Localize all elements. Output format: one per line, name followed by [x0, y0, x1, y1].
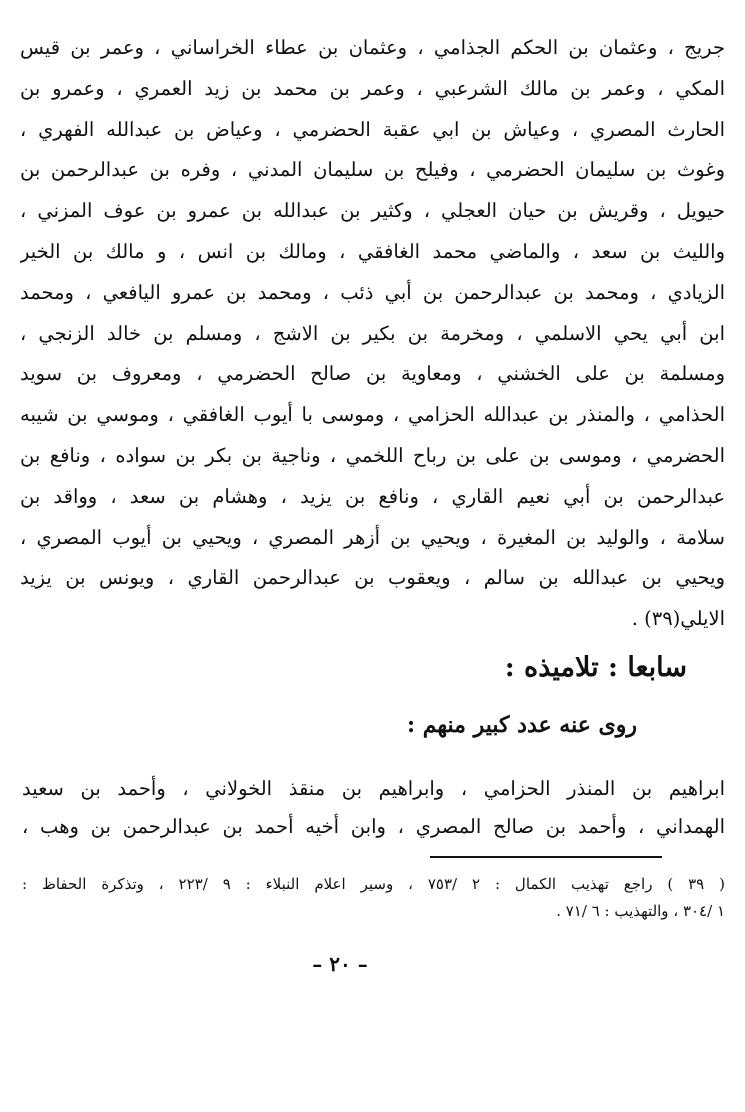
text-line: والليث بن سعد ، والماضي محمد الغافقي ، ومالك بن انس ، و مالك بن الخير	[20, 239, 725, 263]
page-number: – ٢٠ –	[312, 952, 368, 976]
footnote-separator	[430, 856, 662, 858]
text-line: الزيادي ، ومحمد بن عبدالرحمن بن أبي ذئب ، ومحمد بن عمرو اليافعي ، ومحمد	[20, 280, 725, 304]
text-line: الحضرمي ، وموسى بن على بن رباح اللخمي ، وناجية بن بكر بن سواده ، ونافع بن	[20, 443, 725, 467]
text-line: الحذامي ، والمنذر بن عبدالله الحزامي ، وموسى با أيوب الغافقي ، وموسي بن شيبه	[20, 403, 725, 427]
text-line: الحارث المصري ، وعياش بن ابي عقبة الحضرمي ، وعياض بن عبدالله الفهري ،	[20, 117, 725, 141]
text-line-last: الايلي(٣٩) .	[631, 607, 725, 631]
text-line: حيويل ، وقريش بن حيان العجلي ، وكثير بن عبدالله بن عمرو بن عوف المزني ،	[20, 199, 725, 223]
text-line: ابن أبي يحي الاسلمي ، ومخرمة بن بكير بن الاشج ، ومسلم بن خالد الزنجي ،	[20, 321, 725, 345]
footnote-line: ( ٣٩ ) راجع تهذيب الكمال : ٢ /٧٥٣ ، وسير اعلام النبلاء : ٩ /٢٢٣ ، وتذكرة الحفاظ :	[22, 875, 725, 893]
subheading: روى عنه عدد كبير منهم :	[406, 712, 637, 738]
text-line: ويحيي بن عبدالله بن سالم ، ويعقوب بن عبدالرحمن القاري ، ويونس بن يزيد	[20, 566, 725, 590]
text-line: ابراهيم بن المنذر الحزامي ، وابراهيم بن منقذ الخولاني ، وأحمد بن سعيد	[22, 777, 725, 800]
footnote-line: ١ /٣٠٤ ، والتهذيب : ٦ /٧١ .	[556, 902, 725, 920]
text-line: المكي ، وعمر بن مالك الشرعبي ، وعمر بن محمد بن زيد العمري ، وعمرو بن	[20, 76, 725, 100]
text-line: عبدالرحمن بن أبي نعيم القاري ، ونافع بن يزيد ، وهشام بن سعد ، وواقد بن	[20, 484, 725, 508]
text-line: وغوث بن سليمان الحضرمي ، وفيلح بن سليمان المدني ، وفره بن عبدالرحمن بن	[20, 158, 725, 182]
students-paragraph	[22, 770, 725, 846]
narrators-paragraph	[20, 28, 725, 640]
footnote	[22, 871, 725, 925]
text-line: جريج ، وعثمان بن الحكم الجذامي ، وعثمان بن عطاء الخراساني ، وعمر بن قيس	[20, 36, 725, 59]
text-line: الهمداني ، وأحمد بن صالح المصري ، وابن أخيه أحمد بن عبدالرحمن بن وهب ،	[22, 815, 725, 838]
section-title: سابعا : تلاميذه :	[504, 652, 687, 683]
text-line: ومسلمة بن على الخشني ، ومعاوية بن صالح الحضرمي ، ومعروف بن سويد	[20, 362, 725, 386]
text-line: سلامة ، والوليد بن المغيرة ، ويحيي بن أزهر المصري ، ويحيي بن أيوب المصري ،	[20, 525, 725, 549]
